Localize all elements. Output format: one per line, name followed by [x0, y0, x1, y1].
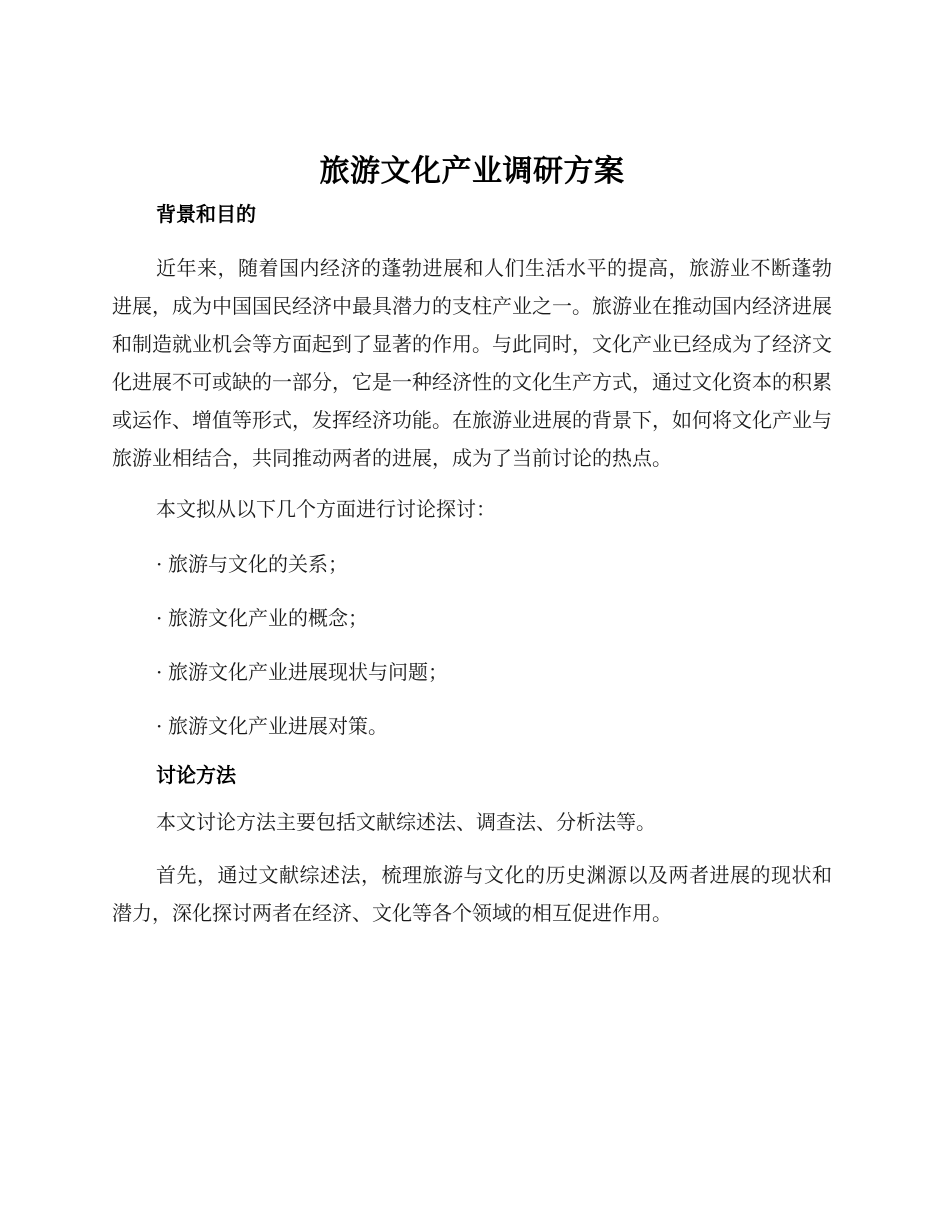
- bullet-point: ·: [156, 714, 163, 738]
- topics-lead-paragraph: 本文拟从以下几个方面进行讨论探讨：: [156, 497, 496, 521]
- literature-review-paragraph: 首先，通过文献综述法，梳理旅游与文化的历史渊源以及两者进展的现状和潜力，深化探讨两者在经济、文化等各个领域的相互促进作用。: [112, 863, 832, 925]
- background-paragraph: 近年来，随着国内经济的蓬勃进展和人们生活水平的提高，旅游业不断蓬勃进展，成为中国国民经济中最具潜力的支柱产业之一。旅游业在推动国内经济进展和制造就业机会等方面起到了显著的作用。与此同时，文化产业已经成为了经济文化进展不可或缺的一部分，它是一种经济性的文化生产方式，通过文化资本的积累或运作、增值等形式，发挥经济功能。在旅游业进展的背景下，如何将文化产业与旅游业相结合，共同推动两者的进展，成为了当前讨论的热点。: [112, 256, 832, 470]
- document-title: 旅游文化产业调研方案: [319, 154, 625, 189]
- list-item: [112, 653, 832, 691]
- list-item-text: 旅游文化产业的概念；: [168, 606, 368, 630]
- section-heading-methods: 讨论方法: [156, 763, 236, 787]
- list-item-text: 旅游与文化的关系；: [168, 552, 348, 576]
- section-heading-background: 背景和目的: [156, 202, 256, 226]
- bullet-point: ·: [156, 660, 163, 684]
- list-item: [112, 707, 832, 745]
- list-item-text: 旅游文化产业进展对策。: [168, 714, 388, 738]
- topics-list: [112, 545, 832, 745]
- list-item: [112, 599, 832, 637]
- methods-paragraph: 本文讨论方法主要包括文献综述法、调查法、分析法等。: [156, 810, 656, 834]
- bullet-point: ·: [156, 606, 163, 630]
- bullet-point: ·: [156, 552, 163, 576]
- list-item-text: 旅游文化产业进展现状与问题；: [168, 660, 448, 684]
- document-body: [112, 150, 832, 932]
- list-item: [112, 545, 832, 583]
